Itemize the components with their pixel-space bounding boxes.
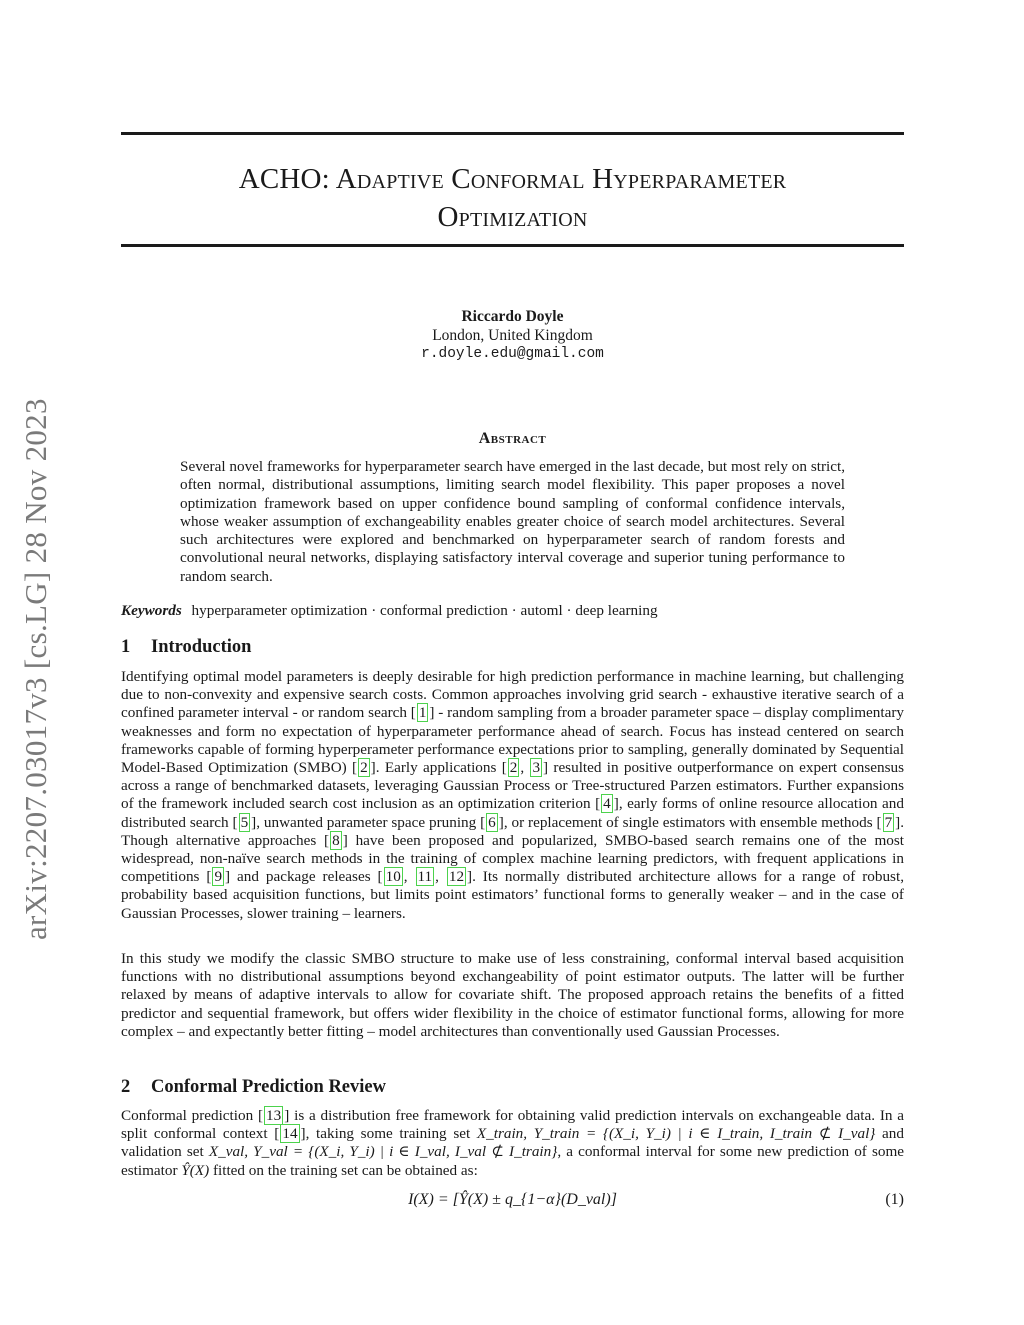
citation-link[interactable]: 5 (240, 813, 249, 831)
equation-number: (1) (885, 1191, 904, 1208)
text-run: fitted on the training set can be obtained as: (209, 1161, 478, 1179)
keywords-label: Keywords (121, 602, 182, 619)
title-top-rule (121, 132, 904, 135)
citation-link[interactable]: 10 (385, 868, 401, 886)
citation-link[interactable]: 8 (332, 831, 340, 849)
text-run: Identifying optimal model parameters is deeply desirable for high prediction performance in machine learning, but challenging due to non-convexity and expensive search costs. Common approaches involving grid search - exhaustive iterative search of a confined parameter interval - or random search (121, 668, 904, 722)
text-run: - random sampling from a broader parameter space – display complimentary weaknesses and form no expectation of hyperparameter performance ahead of search. Focus has instead centered on search frameworks capable of forming hyperperameter performance expectations prior to sampling, generally dominated by Sequential Model-Based Optimization (SMBO) (121, 704, 904, 777)
paper-title (121, 160, 904, 236)
citation-link[interactable]: 3 (532, 759, 541, 777)
keywords-line (121, 602, 904, 620)
author-location: London, United Kingdom (432, 327, 593, 344)
text-run: is a distribution free framework for obtaining valid prediction intervals on exchangeable data. In a split conformal context (121, 1107, 905, 1143)
author-email[interactable]: r.doyle.edu@gmail.com (421, 346, 604, 362)
math-training-set: X_train, Y_train = {(X_i, Y_i) | i ∈ I_train, I_train ⊄ I_val} (476, 1125, 876, 1143)
keywords-text: hyperparameter optimization · conformal prediction · automl · deep learning (191, 602, 658, 619)
math-validation-set: X_val, Y_val = {(X_i, Y_i) | i ∈ I_val, I_val ⊄ I_train} (208, 1143, 558, 1161)
text-run: and package releases (230, 868, 378, 886)
citation-link[interactable]: 13 (266, 1107, 282, 1124)
text-run: . Early applications (375, 759, 502, 777)
citation-link[interactable]: 7 (884, 813, 893, 831)
equation-body: I(X) = [Ŷ(X) ± q_{1−α}(D_val)] (408, 1191, 617, 1208)
citation-link[interactable]: 2 (509, 759, 518, 777)
text-run: , early forms of online resource allocation and distributed search (121, 795, 904, 831)
abstract-text: Several novel frameworks for hyperparameter search have emerged in the last decade, but most rely on strict, often normal, distributional assumptions, limiting search model flexibility. This paper proposes a novel optimization framework based on upper confidence bound sampling of conformal confidence intervals, whose weaker assumption of exchangeability enables greater choice of search model architectures. Several such architectures were explored and benchmarked on hyperparameter search of random forests and convolutional neural networks, displaying satisfactory interval coverage and superior tuning performance to random search. (180, 458, 845, 585)
text-run: , taking some training set (305, 1125, 477, 1143)
citation-link[interactable]: 9 (214, 868, 223, 886)
title-line-2: Optimization (437, 201, 588, 233)
text-run: , or replacement of single estimators with ensemble methods (503, 813, 877, 831)
text-run: . Its normally distributed architecture allows for a range of robust, probability based acquisition functions, but limits point estimators’ functional forms to generally weaker – and in the case of Gaussian Processes, slower training – learners. (121, 868, 904, 922)
text-run: Conformal prediction (121, 1107, 258, 1124)
text-run: resulted in positive outperformance on expert consensus across a range of benchmarked datasets, leveraging Gaussian Process or Tree-structured Parzen estimators. Further expansions of the framework included search cost inclusion as an optimization criterion (121, 759, 904, 813)
arxiv-identifier-stamp[interactable]: arXiv:2207.03017v3 [cs.LG] 28 Nov 2023 (18, 398, 53, 940)
text-run: . Though alternative approaches (121, 813, 905, 849)
section-1-paragraph-2: In this study we modify the classic SMBO structure to make use of less constraining, conformal interval based acquisition functions with no distributional assumptions beyond exchangeability of point estimator outputs. The latter will be further relaxed by means of adaptive intervals to allow for covariate shift. The proposed approach retains the benefits of a fitted predictor and sequential framework, but offers wider flexibility in the choice of estimator functional forms, allowing for more complex – and expectantly better fitting – model architectures than conventionally used Gaussian Processes. (121, 950, 904, 1040)
abstract-heading: Abstract (478, 430, 547, 447)
title-bottom-rule (121, 244, 904, 247)
citation-link[interactable]: 11 (417, 868, 433, 886)
title-line-1: ACHO: Adaptive Conformal Hyperparameter (238, 163, 787, 195)
author-block (121, 307, 904, 364)
section-1-number: 1 (121, 637, 131, 657)
section-1-title: Introduction (151, 637, 252, 657)
citation-link[interactable]: 6 (488, 813, 496, 831)
text-run: , unwanted parameter space pruning (256, 813, 481, 831)
citation-link[interactable]: 14 (282, 1125, 298, 1143)
citation-link[interactable]: 12 (448, 868, 465, 886)
text-run: have been proposed and popularized, SMBO-based search remains one of the most widespread, non-naïve search methods in the training of complex machine learning predictors, with frequent applications in competitions (121, 831, 905, 886)
section-2-paragraph-1: Conformal prediction [ 13 ] is a distribution free framework for obtaining valid prediction intervals on exchangeable data. In a split conformal context [ 14 ], taking some training set X_train, Y_train = {(X_i, Y_i) | i ∈ I_train, I_train ⊄ I_val} and validation set X_val, Y_val = {(X_i, Y_i) | i ∈ I_val, I_val ⊄ I_train}, a conformal interval for some new prediction of some estimator Ŷ(X) fitted on the training set can be obtained as: (121, 1107, 905, 1179)
section-2-title: Conformal Prediction Review (151, 1077, 386, 1097)
citation-link[interactable]: 1 (418, 704, 427, 722)
text-run: , a conformal interval for some new prediction of some estimator (121, 1143, 905, 1179)
text-run: and validation set (121, 1125, 904, 1161)
author-name: Riccardo Doyle (461, 308, 564, 325)
citation-link[interactable]: 2 (360, 759, 368, 777)
section-1-paragraph-1: Identifying optimal model parameters is deeply desirable for high prediction performance in machine learning, but challenging due to non-convexity and expensive search costs. Common approaches involving grid search - exhaustive iterative search of a confined parameter interval - or random search [ 1 ] - random sampling from a broader parameter space – display complimentary weaknesses and form no expectation of hyperparameter performance ahead of search. Focus has instead centered on search frameworks capable of forming hyperperameter performance expectations prior to sampling, generally dominated by Sequential Model-Based Optimization (SMBO) [ 2 ]. Early applications [ 2 , 3 ] resulted in positive outperformance on expert consensus across a range of benchmarked datasets, leveraging Gaussian Process or Tree-structured Parzen estimators. Further expansions of the framework included search cost inclusion as an optimization criterion [ 4 ], early forms of online resource allocation and distributed search [ 5 ], unwanted parameter space pruning [ 6 ], or replacement of single estimators with ensemble methods [ 7 ]. Though alternative approaches [ 8 ] have been proposed and popularized, SMBO-based search remains one of the most widespread, non-naïve search methods in the training of complex machine learning predictors, with frequent applications in competitions [ 9 ] and package releases [ 10 , 11 , 12 ]. Its normally distributed architecture allows for a range of robust, probability based acquisition functions, but limits point estimators’ functional forms to generally weaker – and in the case of Gaussian Processes, slower training – learners. (121, 668, 905, 922)
citation-link[interactable]: 4 (603, 795, 611, 813)
section-2-heading (121, 1076, 904, 1098)
section-1-heading (121, 636, 904, 658)
math-estimator: Ŷ(X) (181, 1161, 210, 1179)
section-2-number: 2 (121, 1077, 131, 1097)
